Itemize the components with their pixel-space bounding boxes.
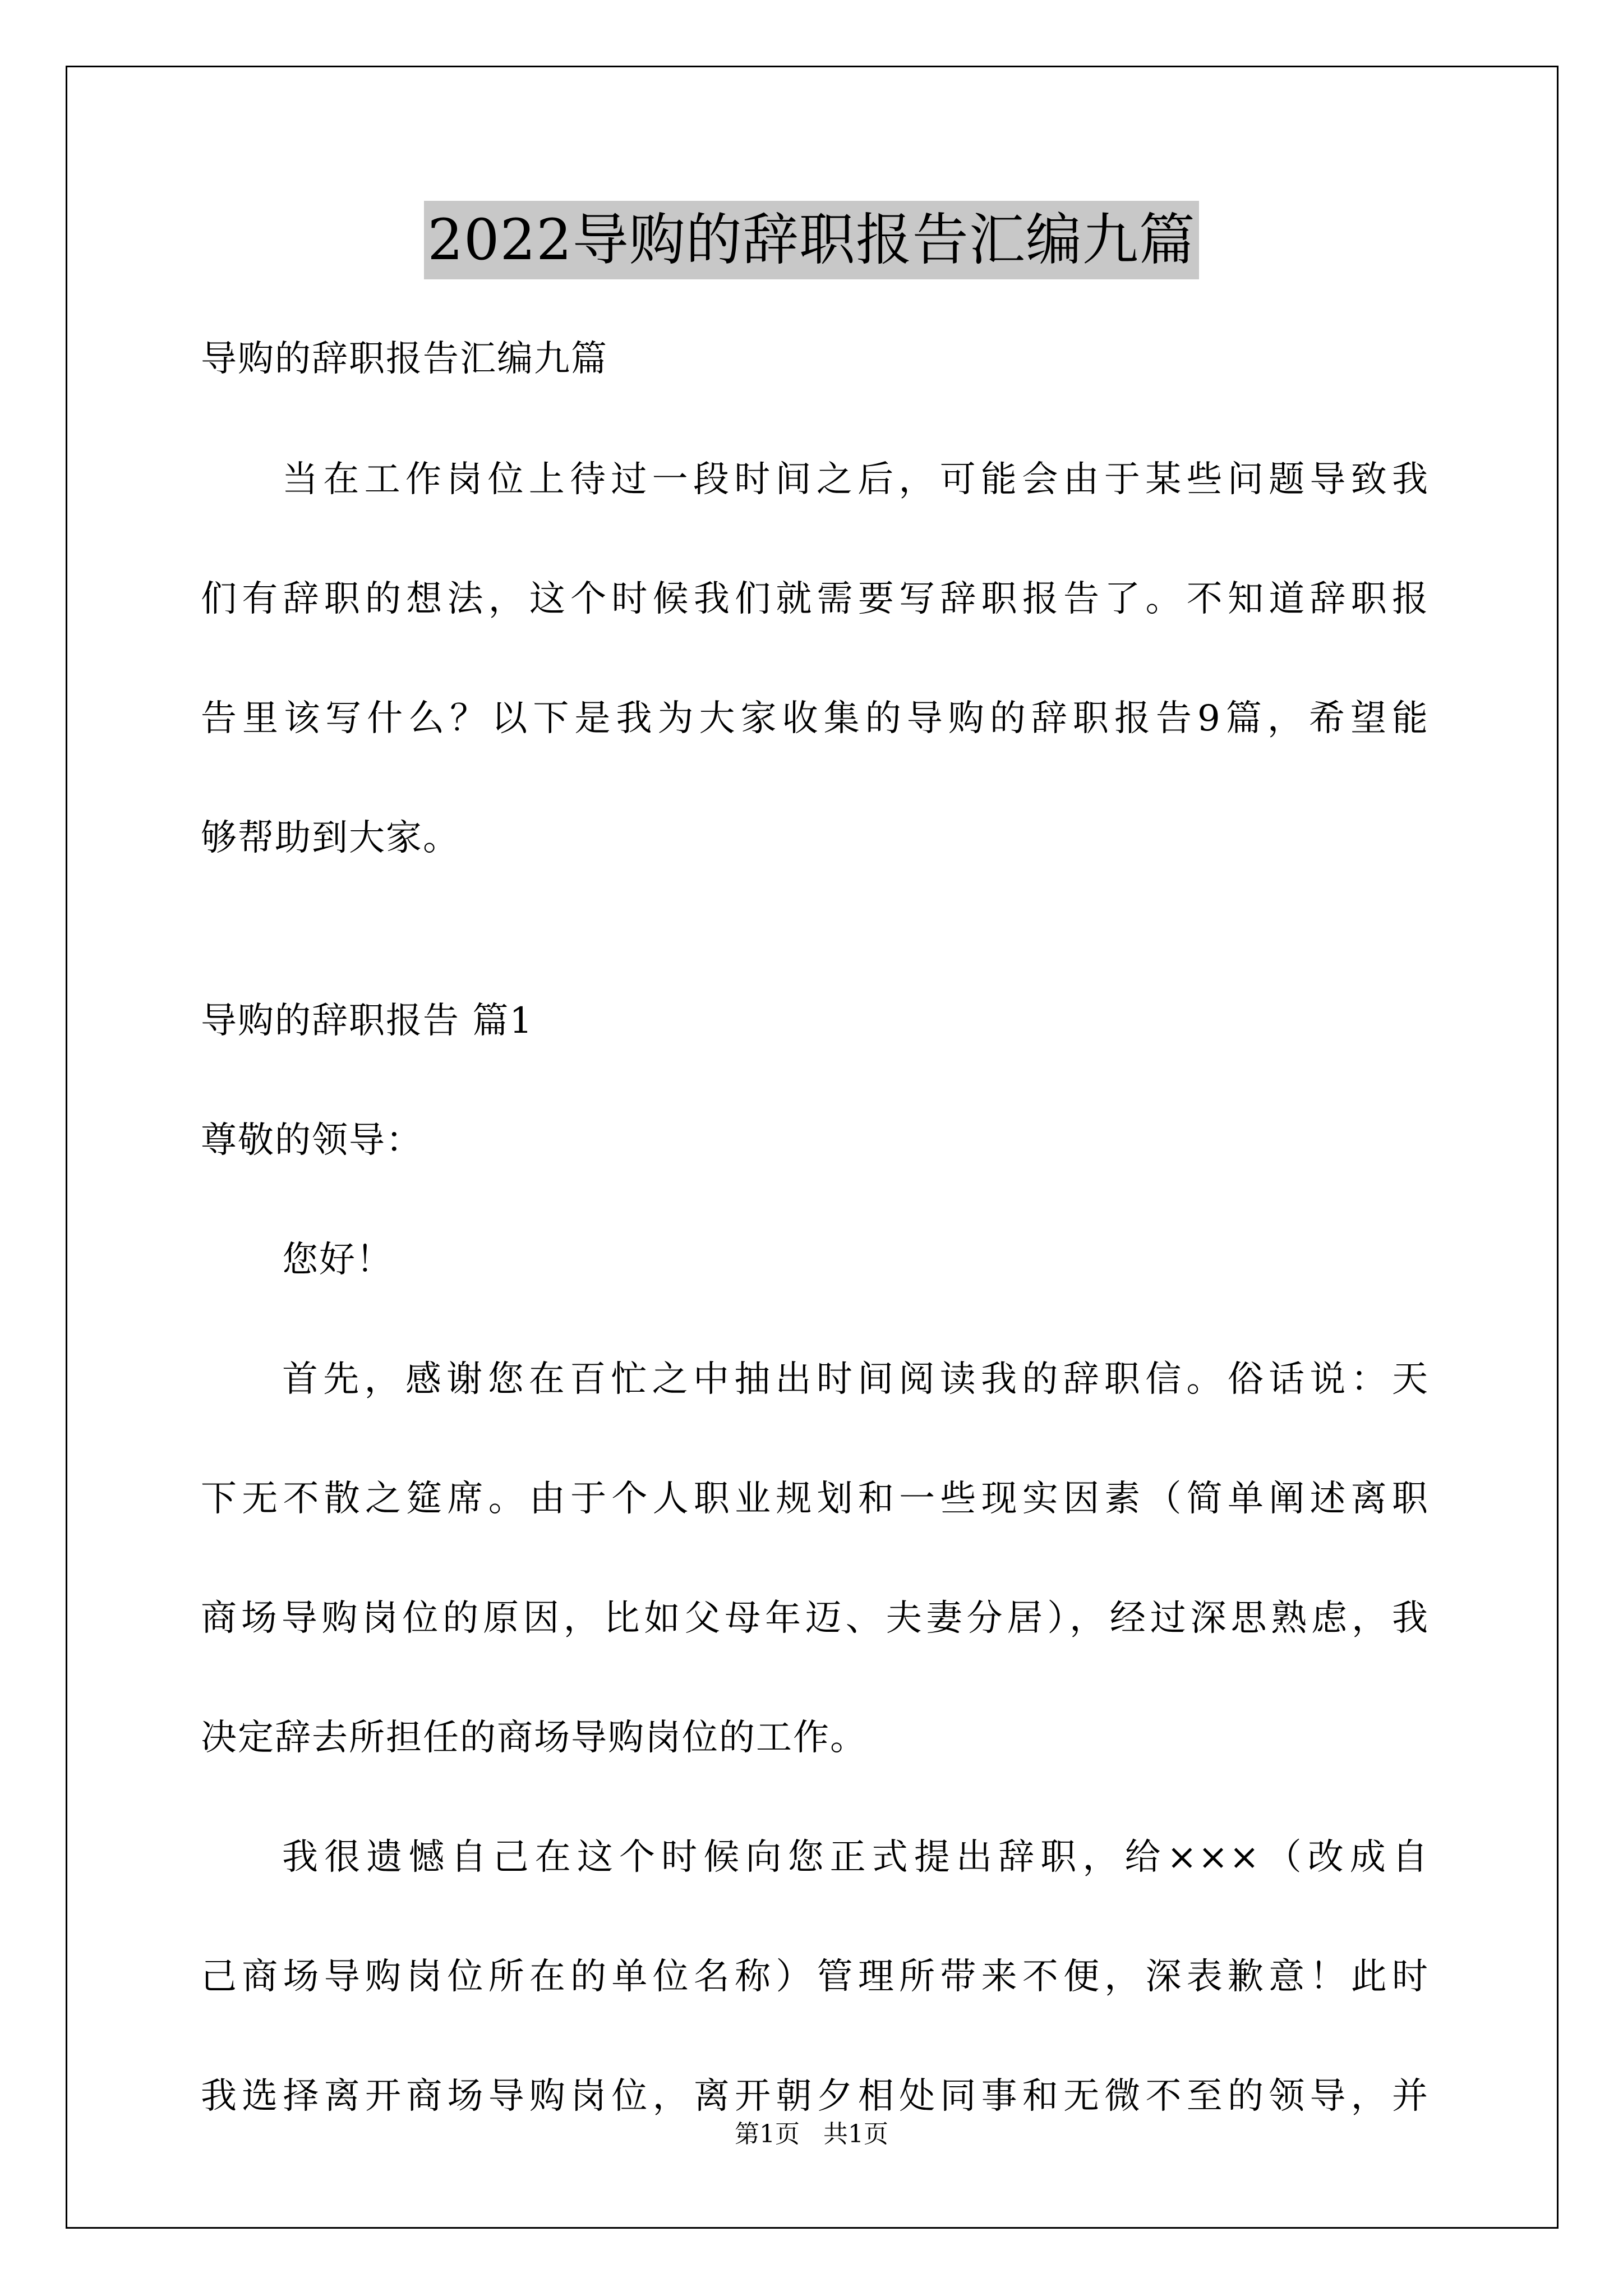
paragraph1-line-1: 首先，感谢您在百忙之中抽出时间阅读我的辞职信。俗话说：天 — [282, 1359, 1429, 1400]
page-footer: 第1页 共1页 — [735, 2120, 888, 2148]
paragraph2-line-3: 我选择离开商场导购岗位，离开朝夕相处同事和无微不至的领导，并 — [201, 2076, 1429, 2117]
document-title: 2022导购的辞职报告汇编九篇 — [424, 201, 1199, 279]
intro-line-2: 们有辞职的想法，这个时候我们就需要写辞职报告了。不知道辞职报 — [201, 578, 1429, 620]
title-container — [0, 201, 1623, 279]
paragraph2-line-1: 我很遗憾自己在这个时候向您正式提出辞职，给×××（改成自 — [282, 1837, 1429, 1878]
paragraph2-line-2: 己商场导购岗位所在的单位名称）管理所带来不便，深表歉意！此时 — [201, 1956, 1429, 1998]
intro-line-4: 够帮助到大家。 — [201, 817, 460, 859]
intro-line-3: 告里该写什么？以下是我为大家收集的导购的辞职报告9篇，希望能 — [201, 698, 1429, 739]
salutation: 尊敬的领导： — [201, 1120, 423, 1161]
greeting: 您好！ — [282, 1239, 393, 1281]
paragraph1-line-2: 下无不散之筵席。由于个人职业规划和一些现实因素（简单阐述离职 — [201, 1478, 1429, 1520]
paragraph1-line-4: 决定辞去所担任的商场导购岗位的工作。 — [201, 1717, 867, 1759]
document-subtitle: 导购的辞职报告汇编九篇 — [201, 338, 608, 380]
section-heading: 导购的辞职报告 篇1 — [201, 1000, 534, 1042]
intro-line-1: 当在工作岗位上待过一段时间之后，可能会由于某些问题导致我 — [282, 459, 1429, 500]
paragraph1-line-3: 商场导购岗位的原因，比如父母年迈、夫妻分居），经过深思熟虑，我 — [201, 1598, 1429, 1639]
